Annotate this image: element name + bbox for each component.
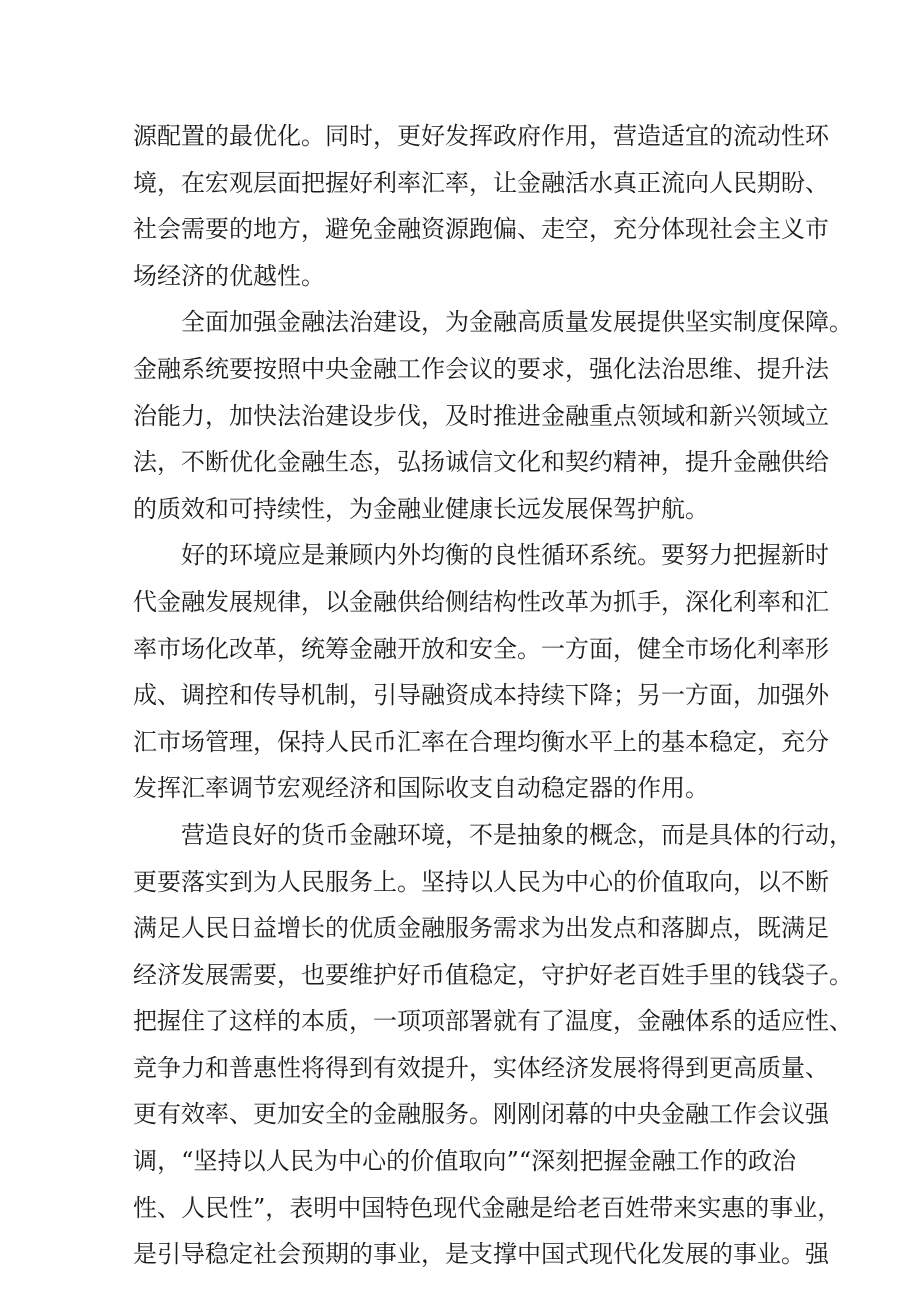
text-line: 境，在宏观层面把握好利率汇率，让金融活水真正流向人民期盼、: [133, 168, 829, 197]
text-line: 经济发展需要，也要维护好币值稳定，守护好老百姓手里的钱袋子。: [133, 960, 853, 989]
text-line: 率市场化改革，统筹金融开放和安全。一方面，健全市场化利率形: [133, 634, 829, 663]
paragraph-first-line: 好的环境应是兼顾内外均衡的良性循环系统。要努力把握新时: [181, 541, 829, 570]
text-line: 发挥汇率调节宏观经济和国际收支自动稳定器的作用。: [133, 774, 709, 803]
text-line: 竞争力和普惠性将得到有效提升，实体经济发展将得到更高质量、: [133, 1053, 829, 1082]
text-line: 性、人民性”，表明中国特色现代金融是给老百姓带来实惠的事业，: [133, 1193, 842, 1222]
paragraph-first-line: 营造良好的货币金融环境，不是抽象的概念，而是具体的行动，: [181, 820, 853, 849]
text-line: 满足人民日益增长的优质金融服务需求为出发点和落脚点，既满足: [133, 914, 829, 943]
text-line: 法，不断优化金融生态，弘扬诚信文化和契约精神，提升金融供给: [133, 448, 829, 477]
text-line: 场经济的优越性。: [133, 261, 325, 290]
text-line: 更要落实到为人民服务上。坚持以人民为中心的价值取向，以不断: [133, 867, 829, 896]
text-line: 更有效率、更加安全的金融服务。刚刚闭幕的中央金融工作会议强: [133, 1100, 829, 1129]
text-line: 治能力，加快法治建设步伐，及时推进金融重点领域和新兴领域立: [133, 401, 829, 430]
text-line: 源配置的最优化。同时，更好发挥政府作用，营造适宜的流动性环: [133, 122, 829, 150]
text-line: 调，“坚持以人民为中心的价值取向”“深刻把握金融工作的政治: [133, 1147, 796, 1176]
text-line: 金融系统要按照中央金融工作会议的要求，强化法治思维、提升法: [133, 354, 829, 383]
text-line: 成、调控和传导机制，引导融资成本持续下降；另一方面，加强外: [133, 681, 829, 710]
text-line: 代金融发展规律，以金融供给侧结构性改革为抓手，深化利率和汇: [133, 587, 829, 616]
article-body: [133, 113, 853, 1278]
paragraph-first-line: 全面加强金融法治建设，为金融高质量发展提供坚实制度保障。: [181, 308, 853, 337]
text-line: 把握住了这样的本质，一项项部署就有了温度，金融体系的适应性、: [133, 1007, 853, 1036]
text-line: 是引导稳定社会预期的事业，是支撑中国式现代化发展的事业。强: [133, 1240, 829, 1269]
text-line: 的质效和可持续性，为金融业健康长远发展保驾护航。: [133, 494, 709, 523]
text-line: 汇市场管理，保持人民币汇率在合理均衡水平上的基本稳定，充分: [133, 727, 829, 756]
text-line: 社会需要的地方，避免金融资源跑偏、走空，充分体现社会主义市: [133, 215, 829, 244]
